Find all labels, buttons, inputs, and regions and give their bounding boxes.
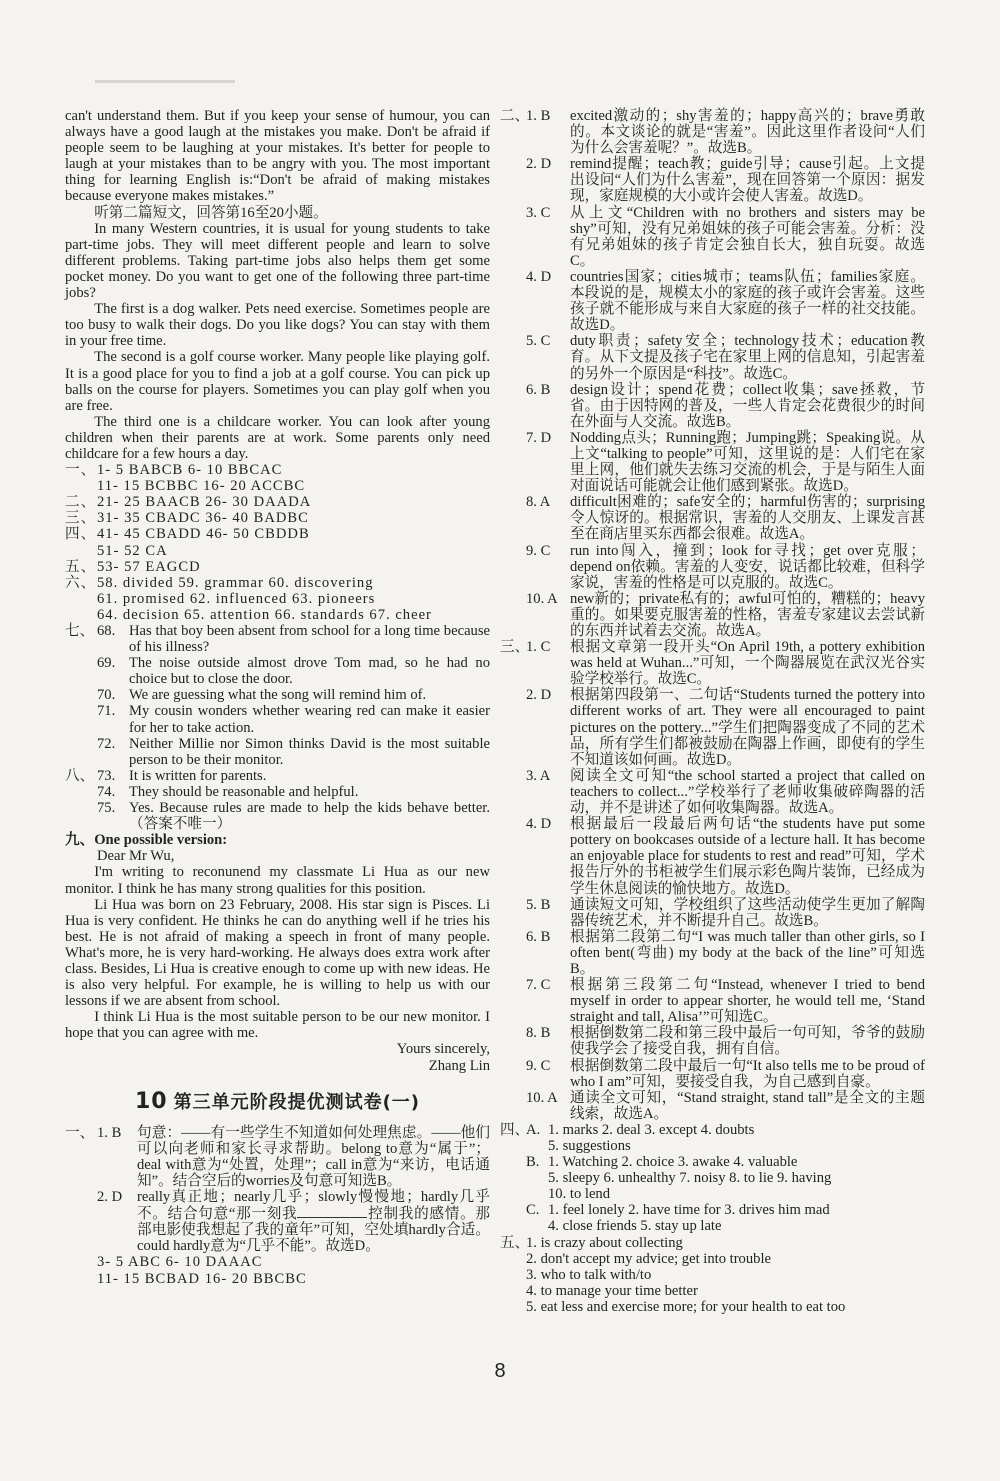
essay-greeting: Dear Mr Wu, [97,848,175,865]
essay-signature: Zhang Lin [428,1057,490,1074]
passage1-paragraph: can't understand them. But if you keep your sense of humour, you can always have a good laugh at the mistakes you make. Don't be afraid if people seem to be laughing at your mistakes. It's better for people to laugh at your mistakes than to be angry with you. The most important thing for learning English is:“Don't be afraid of making mistakes because everyone makes mistakes.” [65,108,490,205]
answer-row: 二、 21- 25 BAACB 26- 30 DAADA [65,494,312,511]
explain-item: 5. B 通读短文可知，学校组织了这些活动使学生更加了解陶器传统艺术，并不断提升自己。故选B。 [526,896,925,929]
explain-item: 6. B 根据第二段第二句“I was much taller than other girls, so I often bent(弯曲) my body at the back of the line”可知选B。 [526,928,925,977]
explain-item: 4. D 根据最后一段最后两句话“the students have put some pottery on bookcases outside of a lecture hall. It has become an enjoyable place for students to rest and read”可知，学术报告厅外的书柜被学生们展示彩色陶片装饰，已经成为学生休息阅读的愉快地方。故选D。 [526,816,925,897]
answer-row: 51- 52 CA [97,542,168,559]
section-2 [500,108,925,639]
test-title-text: 第三单元阶段提优测试卷(一) [173,1091,421,1113]
explain-item: 3. C 从上文“Children with no brothers and sisters may be shy”可知，没有兄弟姐妹的孩子可能会害羞。分析：没有兄弟姐妹的孩子肯定会独自长大，独自玩耍。故选C。 [526,204,925,269]
essay-paragraph: I'm writing to reconunend my classmate Li Hua as our new monitor. I think he has many strong qualities for this position. [65,864,490,897]
answer-row: 三、 31- 35 CBADC 36- 40 BADBC [65,510,309,527]
word-row: 4. close friends 5. stay up late [548,1218,722,1235]
answer-row: 一、 1- 5 BABCB 6- 10 BBCAC [65,462,283,479]
fill-blank [297,1205,367,1218]
essay-closing: Yours sincerely, [396,1041,490,1058]
sentence-item: 七、 68. Has that boy been absent from school for a long time because of his illness? [65,623,490,656]
answer-row: 四、 41- 45 CBADD 46- 50 CBDDB [65,526,310,543]
sentence-item: 72. Neither Millie nor Simon thinks David is the most suitable person to be their monitor. [97,735,490,768]
sentence-answers [65,623,490,832]
essay-paragraph: I think Li Hua is the most suitable person to be our new monitor. I hope that you can agree with me. [65,1009,490,1042]
test-answer-row: 3- 5 ABC 6- 10 DAAAC [97,1254,263,1271]
answer-key-block [65,462,490,623]
explain-item: 5. C duty职责；safety安全；technology技术；education教育。从下文提及孩子宅在家里上网的信息知，引起害羞的另外一个原因是“科技”。故选C。 [526,333,925,382]
essay-label: 九、One possible version: [65,832,228,849]
test-title-number: 10 [134,1088,168,1114]
explain-item: 6. B design设计；spend花费；collect收集；save拯救，节省。由于因特网的普及，一些人肯定会花费很少的时间在外面与人交流。故选B。 [526,381,925,430]
left-column [65,108,490,1287]
passage2-paragraph: The second is a golf course worker. Many people like playing golf. It is a good place for you to find a job at a golf course. You can pick up balls on the course for players. Sometimes you can play golf when you are free. [65,349,490,414]
explain-item: 4. D countries国家；cities城市；teams队伍；families家庭。本段说的是，规模太小的家庭的孩子或许会害羞。这些孩子就不能形成与来自大家庭的孩子一样的社交技能。故选D。 [526,268,925,334]
phrase-row: 3. who to talk with/to [526,1266,652,1283]
word-row: 10. to lend [548,1186,611,1203]
sentence-item: 71. My cousin wonders whether wearing red can make it easier for her to take action. [97,703,490,736]
explain-item: 3. A 阅读全文可知“the school started a project that called on teachers to collect...”学校举行了老师收集破碎陶器的活动，并不是讲述了如何收集陶器。故选A。 [526,767,925,817]
word-row: 5. suggestions [548,1138,631,1154]
item2-text-a: really真正地；nearly几乎；slowly慢慢地；hardly几乎不。结合句意“那一刻我 [137,1189,490,1223]
word-row: 四、 A. 1. marks 2. deal 3. except 4. doubts [500,1121,755,1138]
explain-item: 10. A 通读全文可知，“Stand straight, stand tall”是全文的主题线索，故选A。 [526,1089,925,1122]
answer-row: 五、 53- 57 EAGCD [65,558,201,575]
passage2-paragraph: In many Western countries, it is usual for young students to take part-time jobs. They will meet different people and learn to solve different problems. Taking part-time jobs also helps them get some pocket money. Do you want to get one of the following three part-time jobs? [65,220,490,302]
passage2-paragraph: The first is a dog walker. Pets need exercise. Sometimes people are too busy to walk their dogs. Do you like dogs? You can stay with them in your free time. [65,301,490,350]
answer-row: 11- 15 BCBBC 16- 20 ACCBC [97,478,306,495]
phrase-row: 五、 1. is crazy about collecting [500,1234,683,1251]
test-item: 一、 1. B 句意：——有一些学生不知道如何处理焦虑。——他们可以向老师和家长寻求帮助。belong to意为“属于”；deal with意为“处置，处理”；call in意为“来访，电话通知”。结合空后的worries及句意可知选B。 [65,1124,490,1189]
item2-text-b: 控制我的感情。那部电影使我想起了我的童年”可知，空处填hardly合适。could hardly意为“几乎不能”。故选D。 [137,1206,490,1255]
essay-paragraph: Li Hua was born on 23 February, 2008. His star sign is Pisces. Li Hua is very confident. He thinks he can do anything well if he tries his best. He is not afraid of making a speech in front of many people. What's more, he is very hard-working. He always does extra work after class. Besides, Li Hua is creative enough to come up with new ideas. He is also very helpful. For example, he is willing to help us with our lessons if we are absent from school. [65,896,490,1010]
vocab-row: 六、 58. divided 59. grammar 60. discovering [65,574,374,591]
passage2-intro: 听第二篇短文，回答第16至20小题。 [94,204,328,221]
vocab-row: 64. decision 65. attention 66. standards 67. cheer [97,606,432,623]
section-4 [500,1122,925,1235]
sentence-item: 75. Yes. Because rules are made to help the kids behave better.（答案不唯一） [97,800,490,833]
model-essay [65,832,490,1073]
sentence-item: 八、 73. It is written for parents. [65,767,267,784]
test-title [65,1088,490,1114]
sentence-item: 74. They should be reasonable and helpful. [97,783,359,800]
explain-item: 9. C run into闯入，撞到；look for寻找；get over克服；depend on依赖。害羞的人变安，说话都比较难，但科学家说，害羞的性格是可以克服的。故选C。 [526,542,925,591]
vocab-row: 61. promised 62. influenced 63. pioneers [97,590,376,607]
phrase-row: 4. to manage your time better [526,1282,698,1299]
sentence-item: 70. We are guessing what the song will remind him of. [97,687,427,704]
explain-item: 10. A new新的；private私有的；awful可怕的，糟糕的；heavy重的。如果要克服害羞的性格，害羞专家建议去尝试新的东西并试着去交流。故选A。 [526,590,925,639]
test-answer-row: 11- 15 BCBAD 16- 20 BBCBC [97,1270,307,1287]
explain-item: 二、 1. B excited激动的；shy害羞的；happy高兴的；brave勇敢的。本文谈论的就是“害羞”。因此这里作者设问“人们为什么会害羞呢？”。故选B。 [500,108,925,157]
explain-item: 7. D Nodding点头；Running跑；Jumping跳；Speaking说。从上文“talking to people”可知，这里说的是：人们宅在家里上网，他们就失去练习交流的机会，于是与陌生人面对面说话可能就会让他们感到紧张。故选D。 [526,429,925,495]
explain-item: 8. A difficult困难的；safe安全的；harmful伤害的；surprising令人惊讶的。根据常识，害羞的人交朋友、上课发言甚至在商店里买东西都会很难。故选A。 [526,494,925,543]
top-rule [95,80,235,83]
section-5 [500,1235,925,1315]
word-row: 5. sleepy 6. unhealthy 7. noisy 8. to lie 9. having [548,1170,832,1187]
explain-item: 8. B 根据倒数第二段和第三段中最后一句可知，爷爷的鼓励使我学会了接受自我，拥有自信。 [526,1025,925,1058]
explain-item: 2. D remind提醒；teach教；guide引导；cause引起。上文提出设问“人们为什么害羞”，现在回答第一个原因：据发现，家庭规模的大小或许会使人害羞。故选D。 [526,156,925,205]
page-number: 8 [494,1360,506,1382]
explain-item: 三、 1. C 根据文章第一段开头“On April 19th, a pottery exhibition was held at Wuhan...”可知，一个陶器展览在武汉光谷实验学校举行。故选C。 [500,639,925,688]
explain-item: 9. C 根据倒数第二段中最后一句“It also tells me to be proud of who I am”可知，要接受自我，为自己感到自豪。 [526,1057,925,1090]
right-column [500,108,925,1315]
passage2-paragraph: The third one is a childcare worker. You can look after young children when their parents are at work. Some parents only need childcare for a few hours a day. [65,413,490,462]
test-item: 2. D really真正地；nearly几乎；slowly慢慢地；hardly几乎不。结合句意“那一刻我 控制我的感情。那部电影使我想起了我的童年”可知，空处填hardly合适。could hardly意为“几乎不能”。故选D。 [97,1189,490,1255]
section-3 [500,639,925,1122]
explain-item: 2. D 根据第四段第一、二句话“Students turned the pottery into different works of art. They were all encouraged to paint pictures on the pottery...”学生们把陶器变成了不同的艺术品，所有学生们都被鼓励在陶器上作画，即使有的学生不知道该如何画。故选D。 [526,687,925,768]
phrase-row: 2. don't accept my advice; get into trouble [526,1250,771,1267]
explain-item: 7. C 根据第三段第二句“Instead, whenever I tried to bend myself in order to appear shorter, he would tell me, ‘Stand straight and tall, Alisa’”可知选C。 [526,977,925,1026]
word-row: C. 1. feel lonely 2. have time for 3. drives him mad [526,1202,830,1219]
sentence-item: 69. The noise outside almost drove Tom mad, so he had no choice but to close the door. [97,655,490,688]
word-row: B. 1. Watching 2. choice 3. awake 4. valuable [526,1154,798,1171]
phrase-row: 5. eat less and exercise more; for your health to eat too [526,1298,846,1315]
